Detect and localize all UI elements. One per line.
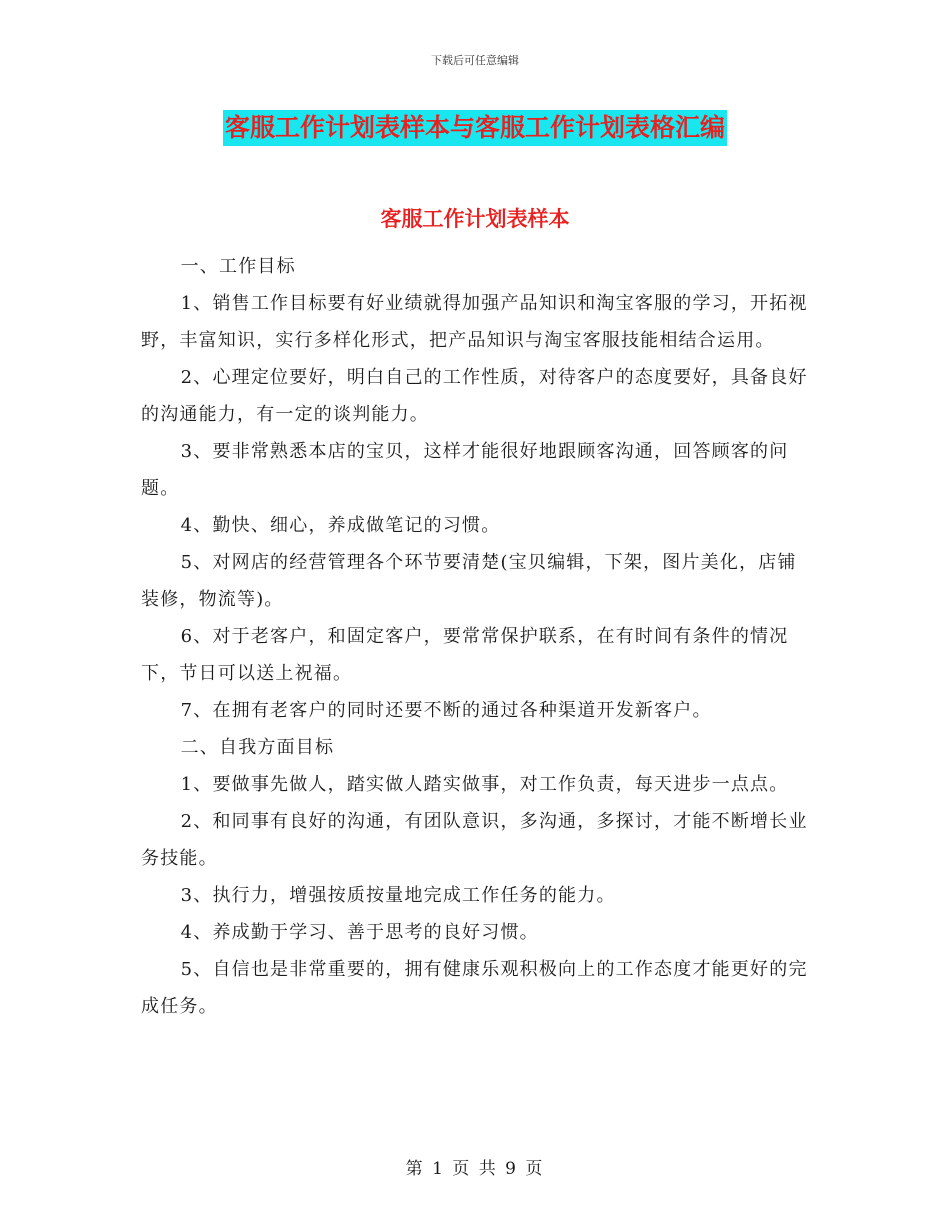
paragraph: 3、执行力，增强按质按量地完成工作任务的能力。 — [180, 885, 616, 906]
paragraph: 1、销售工作目标要有好业绩就得加强产品知识和淘宝客服的学习，开拓视野，丰富知识，实行多样化形式，把产品知识与淘宝客服技能相结合运用。 — [141, 293, 808, 351]
section-title: 客服工作计划表样本 — [380, 206, 570, 231]
paragraph: 6、对于老客户，和固定客户，要常常保护联系，在有时间有条件的情况下，节日可以送上祝福。 — [141, 626, 789, 684]
paragraph: 4、养成勤于学习、善于思考的良好习惯。 — [180, 922, 539, 943]
paragraph: 3、要非常熟悉本店的宝贝，这样才能很好地跟顾客沟通，回答顾客的问题。 — [141, 441, 789, 499]
paragraph: 4、勤快、细心，养成做笔记的习惯。 — [180, 515, 501, 536]
paragraph: 7、在拥有老客户的同时还要不断的通过各种渠道开发新客户。 — [180, 700, 712, 721]
paragraph: 1、要做事先做人，踏实做人踏实做事，对工作负责，每天进步一点点。 — [180, 774, 789, 795]
document-title-wrapper — [0, 110, 950, 146]
paragraph: 二、自我方面目标 — [180, 737, 335, 758]
paragraph: 2、心理定位要好，明白自己的工作性质，对待客户的态度要好，具备良好的沟通能力，有一定的谈判能力。 — [141, 367, 808, 425]
header-note: 下载后可任意编辑 — [431, 54, 519, 67]
document-body — [141, 248, 809, 1025]
page-indicator: 第 1 页 共 9 页 — [405, 1159, 545, 1179]
paragraph: 5、自信也是非常重要的，拥有健康乐观积极向上的工作态度才能更好的完成任务。 — [141, 959, 808, 1017]
paragraph: 2、和同事有良好的沟通，有团队意识，多沟通，多探讨，才能不断增长业务技能。 — [141, 811, 808, 869]
document-title: 客服工作计划表样本与客服工作计划表格汇编 — [223, 110, 727, 146]
paragraph: 5、对网店的经营管理各个环节要清楚(宝贝编辑，下架，图片美化，店铺装修，物流等)。 — [141, 552, 797, 610]
paragraph: 一、工作目标 — [180, 256, 296, 277]
